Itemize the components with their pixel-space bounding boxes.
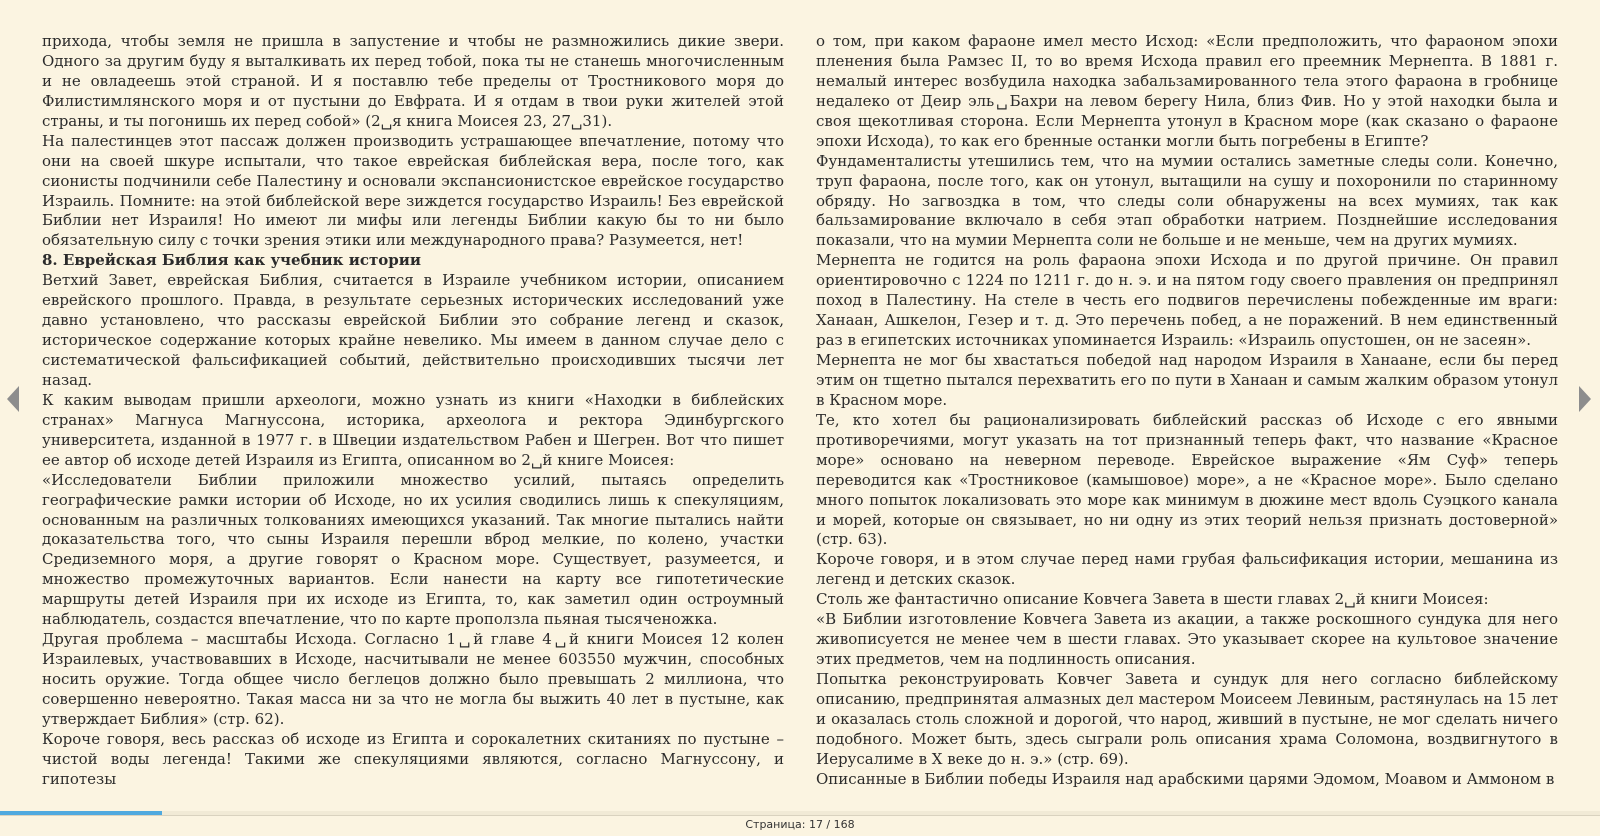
- paragraph: Короче говоря, весь рассказ об исходе из Египта и сорокалетних скитаниях по пустыне – чистой воды легенда! Такими же спекуляциями являются, согласно Магнуссону, и гипотезы: [42, 729, 784, 788]
- paragraph: На палестинцев этот пассаж должен производить устрашающее впечатление, потому что они на своей шкуре испытали, что такое еврейская библейская вера, после того, как сионисты подчинили себе Палестину и основали экспансионистское еврейское государство Израиль. Помните: на этой библейской вере зиждется государство Израиль! Без еврейской Библии нет Израиля! Но имеют ли мифы или легенды Библии какую бы то ни было обязательную силу с точки зрения этики или международного права? Разумеется, нет!: [42, 131, 784, 250]
- left-page: [42, 32, 784, 788]
- chevron-left-icon[interactable]: [7, 386, 19, 412]
- right-page: [816, 32, 1558, 788]
- paragraph: Столь же фантастично описание Ковчега Завета в шести главах 2␣й книги Моисея:: [816, 590, 1489, 609]
- paragraph: Короче говоря, и в этом случае перед нами грубая фальсификация истории, мешанина из легенд и детских сказок.: [816, 550, 1558, 589]
- page-indicator: Страница: 17 / 168: [745, 818, 855, 831]
- paragraph: прихода, чтобы земля не пришла в запустение и чтобы не размножились дикие звери. Одного за другим буду я выталкивать их перед тобой, пока ты не станешь многочисленным и не овладеешь этой страной. И я поставлю тебе пределы от Тростникового моря до Филистимлянского моря и от пустыни до Евфрата. И я отдам в твои руки жителей этой страны, и ты погонишь их перед собой» (2␣я книга Моисея 23, 27␣31).: [42, 32, 784, 130]
- paragraph: «Исследователи Библии приложили множество усилий, пытаясь определить географические рамки истории об Исходе, но их усилия сводились лишь к спекуляциям, основанным на различных толкованиях имеющихся указаний. Так многие пытались найти доказательства того, что сыны Израиля перешли вброд мелкие, по колено, участки Средиземного моря, а другие говорят о Красном море. Существует, разумеется, и множество промежуточных вариантов. Если нанести на карту все гипотетические маршруты детей Израиля при их исходе из Египта, то, как заметил один остроумный наблюдатель, создастся впечатление, что по карте проползла пьяная тысяченожка.: [42, 470, 784, 629]
- paragraph: о том, при каком фараоне имел место Исход: «Если предположить, что фараоном эпохи пленения была Рамзес II, то во время Исхода правил его преемник Мернепта. В 1881 г. немалый интерес возбудила находка забальзамированного тела этого фараона в гробнице недалеко от Деир эль␣Бахри на левом берегу Нила, близ Фив. Но у этой находки была и своя щекотливая сторона. Если Мернепта утонул в Красном море (как сказано о фараоне эпохи Исхода), то как его бренные останки могли быть погребены в Египте?: [816, 32, 1558, 150]
- chevron-right-icon[interactable]: [1579, 386, 1591, 412]
- paragraph: Другая проблема – масштабы Исхода. Согласно 1␣й главе 4␣й книги Моисея 12 колен Израилевых, участвовавших в Исходе, насчитывали не менее 603550 мужчин, способных носить оружие. Тогда общее число беглецов должно было превышать 2 миллиона, что совершенно невероятно. Такая масса ни за что не могла бы выжить 40 лет в пустыне, как утверждает Библия» (стр. 62).: [42, 630, 784, 728]
- paragraph: К каким выводам пришли археологи, можно узнать из книги «Находки в библейских странах» Магнуса Магнуссона, историка, археолога и ректора Эдинбургского университета, изданной в 1977 г. в Швеции издательством Рабен и Шегрен. Вот что пишет ее автор об исходе детей Израиля из Египта, описанном во 2␣й книге Моисея:: [42, 390, 784, 469]
- paragraph: Фундаменталисты утешились тем, что на мумии остались заметные следы соли. Конечно, труп фараона, после того, как он утонул, вытащили на сушу и похоронили по старинному обряду. Но загвоздка в том, что следы соли обнаружены на всех мумиях, так как бальзамирование включало в себя этап обработки натрием. Позднейшие исследования показали, что на мумии Мернепта соли не больше и не меньше, чем на других мумиях.: [816, 151, 1558, 250]
- paragraph: Мернепта не годится на роль фараона эпохи Исхода и по другой причине. Он правил ориентировочно с 1224 по 1211 г. до н. э. и на пятом году своего правления он предпринял поход в Палестину. На стеле в честь его подвигов перечислены побежденные им враги: Ханаан, Ашкелон, Гезер и т. д. Это перечень побед, а не поражений. В нем единственный раз в египетских источниках упоминается Израиль: «Израиль опустошен, он не засеян».: [816, 251, 1558, 350]
- paragraph: Попытка реконструировать Ковчег Завета и сундук для него согласно библейскому описанию, предпринятая алмазных дел мастером Моисеем Левиным, растянулась на 15 лет и оказалась столь сложной и дорогой, что народ, живший в пустыне, не мог сделать ничего подобного. Может быть, здесь сыграли роль описания храма Соломона, воздвигнутого в Иерусалиме в X веке до н. э.» (стр. 69).: [816, 670, 1558, 768]
- paragraph: «В Библии изготовление Ковчега Завета из акации, а также роскошного сундука для него живописуется не менее чем в шести главах. Это указывает скорее на культовое значение этих предметов, чем на подлинность описания.: [816, 610, 1558, 669]
- paragraph: Описанные в Библии победы Израиля над арабскими царями Эдомом, Моавом и Аммоном в: [816, 769, 1555, 788]
- status-divider: [0, 815, 1600, 816]
- paragraph: Мернепта не мог бы хвастаться победой над народом Израиля в Ханаане, если бы перед этим он тщетно пытался перехватить его по пути в Ханаан и самым жалким образом утонул в Красном море.: [816, 351, 1558, 409]
- paragraph: Те, кто хотел бы рационализировать библейский рассказ об Исходе с его явными противоречиями, могут указать на тот признанный теперь факт, что название «Красное море» основано на неверном переводе. Еврейское выражение «Ям Суф» теперь переводится как «Тростниковое (камышовое) море», а не «Красное море». Было сделано много попыток локализовать это море как минимум в дюжине мест вдоль Суэцкого канала и морей, которые он связывает, но ни одну из этих теорий нельзя признать достоверной» (стр. 63).: [816, 410, 1558, 549]
- paragraph: Ветхий Завет, еврейская Библия, считается в Израиле учебником истории, описанием еврейского прошлого. Правда, в результате серьезных исторических исследований уже давно установлено, что рассказы еврейской Библии это собрание легенд и сказок, историческое содержание которых крайне невелико. Мы имеем в данном случае дело с систематической фальсификацией событий, действительно происходивших тысячи лет назад.: [42, 271, 784, 389]
- section-heading: 8. Еврейская Библия как учебник истории: [42, 251, 422, 270]
